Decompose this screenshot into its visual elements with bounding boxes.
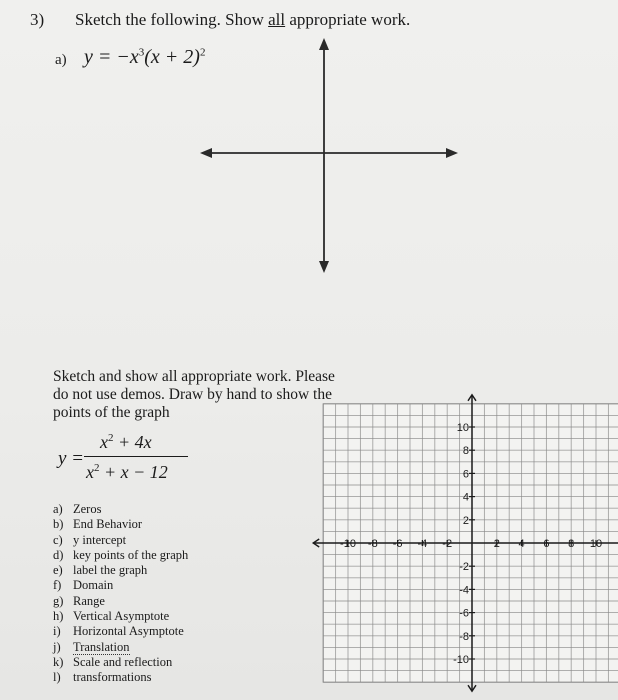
y-tick-label: 6 — [462, 468, 469, 481]
instructions-line-2: do not use demos. Draw by hand to show the — [53, 386, 332, 403]
x-tick-label: 8 — [568, 538, 575, 550]
part-a-exponent-1: 3 — [138, 46, 145, 59]
y-tick-label: 10 — [456, 422, 469, 434]
list-item-text: Zeros — [73, 502, 102, 516]
list-item-letter: c) — [53, 532, 63, 547]
numerator-base: x — [100, 432, 108, 452]
list-item-text: Horizontal Asymptote — [73, 624, 184, 639]
part-a-exponent-2: 2 — [199, 46, 206, 59]
list-item-letter: h) — [53, 609, 64, 624]
list-item-text: Range — [73, 593, 105, 608]
question-title-start: Sketch the following. Show — [75, 10, 269, 29]
list-item-letter: j) — [53, 639, 61, 654]
list-item-letter: k) — [53, 654, 64, 669]
x-tick-label: 10 — [589, 538, 603, 550]
list-item-letter: l) — [53, 670, 61, 685]
list-item-text: Translation — [73, 639, 130, 654]
x-tick-label: 6 — [543, 538, 550, 550]
y-tick-label: -8 — [459, 630, 469, 643]
list-item-text: Scale and reflection — [73, 654, 173, 669]
y-tick-label: -4 — [459, 584, 469, 597]
list-item-text: transformations — [73, 670, 152, 685]
x-tick-label: 2 — [493, 538, 500, 550]
denominator-exponent: 2 — [94, 462, 100, 474]
instructions-line-3: points of the graph — [53, 404, 170, 421]
y-tick-label: 4 — [462, 491, 469, 504]
list-item-letter: a) — [53, 502, 63, 516]
part-a-factor: (x + 2) — [144, 46, 200, 68]
x-tick-label: 4 — [518, 538, 525, 550]
list-item-letter: f) — [53, 578, 62, 593]
y-tick-label: -10 — [453, 654, 469, 666]
part-a-lhs: y = −x — [84, 46, 139, 68]
list-item-letter: g) — [53, 593, 64, 608]
numerator-exponent: 2 — [108, 432, 114, 444]
x-tick-label: -10 — [340, 538, 356, 550]
denominator-rest: + x − 12 — [99, 462, 168, 482]
y-tick-label: 2 — [462, 514, 469, 527]
y-tick-label: -2 — [459, 561, 469, 574]
list-item-text: key points of the graph — [73, 547, 189, 562]
list-item-text: End Behavior — [73, 517, 143, 532]
denominator-base: x — [86, 462, 94, 482]
list-item-letter: b) — [53, 517, 64, 532]
question-number: 3) — [30, 10, 45, 29]
x-tick-label: -2 — [442, 538, 453, 550]
list-item-text: Vertical Asymptote — [73, 609, 170, 624]
x-tick-label: -4 — [417, 538, 428, 550]
list-item-text: y intercept — [73, 532, 127, 547]
y-tick-label: 8 — [462, 445, 469, 458]
question-title-end: appropriate work. — [285, 10, 411, 29]
question-title-emphasis: all — [268, 10, 286, 29]
list-item-letter: i) — [53, 624, 61, 639]
x-tick-label: -8 — [367, 538, 378, 550]
part-a-label: a) — [55, 52, 67, 68]
numerator-rest: + 4x — [113, 432, 152, 452]
list-item-letter: d) — [53, 547, 64, 562]
list-item-text: Domain — [73, 578, 114, 593]
list-item-text: label the graph — [73, 563, 148, 578]
rational-function-lhs: y = — [58, 448, 85, 469]
list-item-letter: e) — [53, 563, 63, 578]
y-tick-label: -6 — [459, 607, 469, 620]
x-tick-label: -6 — [392, 538, 403, 550]
instructions-line-1: Sketch and show all appropriate work. Please — [53, 368, 335, 385]
